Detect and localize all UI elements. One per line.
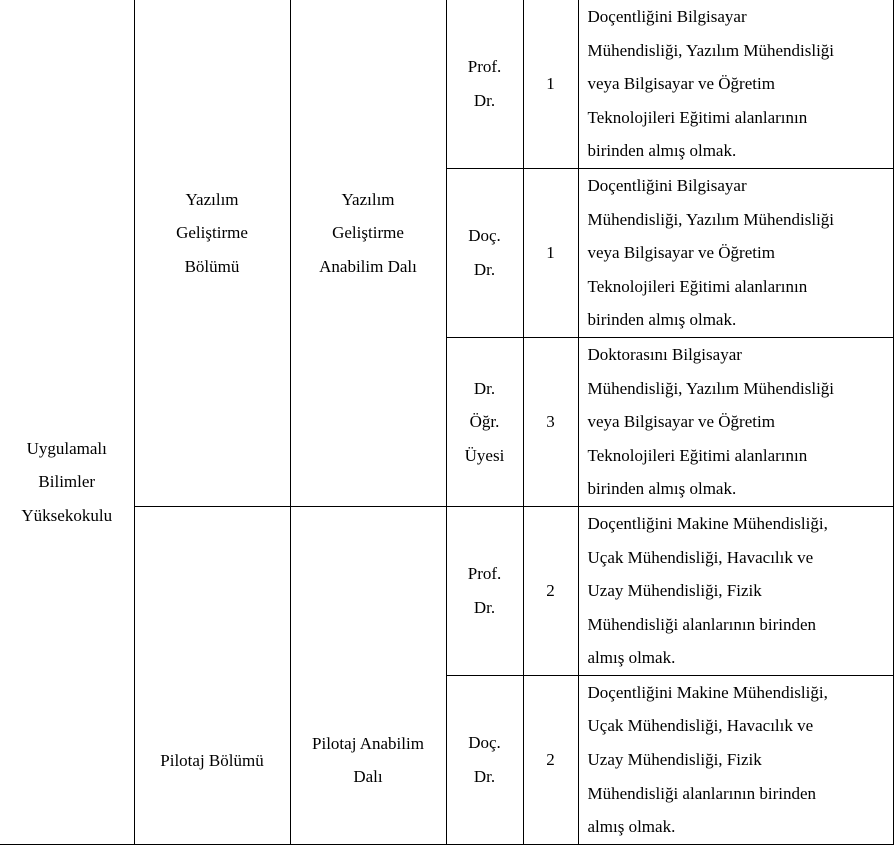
position-count-cell bbox=[523, 675, 578, 844]
requirement-line: almış olmak. bbox=[587, 817, 676, 837]
requirement-line: Doçentliğini Bilgisayar bbox=[587, 7, 747, 26]
program-name-line: Yazılım bbox=[341, 189, 395, 209]
requirement-line: Mühendisliği, Yazılım Mühendisliği bbox=[587, 40, 835, 60]
academic-title-line: Üyesi bbox=[464, 445, 505, 465]
academic-title-line: Doç. bbox=[468, 733, 501, 753]
academic-title-line: Dr. bbox=[473, 259, 496, 279]
position-count: 2 bbox=[546, 750, 555, 770]
unit-name-line: Yüksekokulu bbox=[21, 505, 113, 525]
requirement-line: Uzay Mühendisliği, Fizik bbox=[587, 581, 762, 601]
requirement-line: Doçentliğini Makine Mühendisliği, bbox=[587, 513, 828, 533]
requirement-cell bbox=[578, 337, 893, 506]
requirement-cell bbox=[578, 675, 893, 844]
academic-title-cell bbox=[446, 506, 523, 675]
academic-title-line: Öğr. bbox=[469, 412, 500, 432]
academic-title-line: Dr. bbox=[473, 378, 496, 398]
program-name-line: Anabilim Dalı bbox=[319, 256, 417, 276]
requirement-line: veya Bilgisayar ve Öğretim bbox=[587, 412, 775, 432]
position-count: 2 bbox=[546, 581, 555, 601]
requirement-line: Mühendisliği alanlarının birinden bbox=[587, 614, 817, 634]
department-name-line: Geliştirme bbox=[176, 223, 248, 243]
requirement-line: veya Bilgisayar ve Öğretim bbox=[587, 74, 775, 94]
department-name-line: Yazılım bbox=[185, 189, 239, 209]
academic-title-line: Doç. bbox=[468, 226, 501, 246]
program-cell bbox=[290, 0, 446, 506]
requirement-line: Teknolojileri Eğitimi alanlarının bbox=[587, 276, 808, 296]
position-count: 1 bbox=[546, 243, 555, 263]
program-name-line: Pilotaj Anabilim bbox=[312, 733, 424, 753]
requirement-line: Uçak Mühendisliği, Havacılık ve bbox=[587, 716, 814, 736]
academic-title-cell bbox=[446, 675, 523, 844]
department-name-line: Pilotaj Bölümü bbox=[160, 750, 264, 770]
academic-title-line: Dr. bbox=[473, 766, 496, 786]
requirement-line: birinden almış olmak. bbox=[587, 479, 737, 499]
academic-title-cell bbox=[446, 168, 523, 337]
program-name-line: Geliştirme bbox=[332, 223, 404, 243]
position-count-cell bbox=[523, 506, 578, 675]
table-row bbox=[0, 0, 893, 168]
position-count-cell bbox=[523, 0, 578, 168]
requirement-line: Teknolojileri Eğitimi alanlarının bbox=[587, 445, 808, 465]
requirement-line: Mühendisliği alanlarının birinden bbox=[587, 783, 817, 803]
unit-name-line: Bilimler bbox=[38, 472, 96, 492]
department-cell bbox=[134, 0, 290, 506]
program-cell bbox=[290, 506, 446, 844]
academic-title-line: Dr. bbox=[473, 90, 496, 110]
position-count: 3 bbox=[546, 412, 555, 432]
requirement-line: Uçak Mühendisliği, Havacılık ve bbox=[587, 547, 814, 567]
requirement-line: Doçentliğini Makine Mühendisliği, bbox=[587, 682, 828, 702]
requirement-line: Mühendisliği, Yazılım Mühendisliği bbox=[587, 209, 835, 229]
program-name-line: Dalı bbox=[353, 767, 383, 787]
requirement-line: Teknolojileri Eğitimi alanlarının bbox=[587, 107, 808, 127]
position-count: 1 bbox=[546, 74, 555, 94]
requirement-cell bbox=[578, 0, 893, 168]
unit-name-line: Uygulamalı bbox=[26, 438, 107, 458]
requirement-line: Mühendisliği, Yazılım Mühendisliği bbox=[587, 378, 835, 398]
academic-title-cell bbox=[446, 337, 523, 506]
requirement-line: almış olmak. bbox=[587, 648, 676, 668]
requirement-line: Uzay Mühendisliği, Fizik bbox=[587, 750, 762, 770]
requirement-line: birinden almış olmak. bbox=[587, 141, 737, 161]
requirement-cell bbox=[578, 506, 893, 675]
requirement-line: Doktorasını Bilgisayar bbox=[587, 344, 742, 364]
academic-title-line: Prof. bbox=[467, 57, 502, 77]
position-count-cell bbox=[523, 168, 578, 337]
position-count-cell bbox=[523, 337, 578, 506]
department-cell bbox=[134, 506, 290, 844]
academic-title-cell bbox=[446, 0, 523, 168]
academic-title-line: Prof. bbox=[467, 564, 502, 584]
requirement-cell bbox=[578, 168, 893, 337]
academic-title-line: Dr. bbox=[473, 597, 496, 617]
department-name-line: Bölümü bbox=[184, 256, 240, 276]
table-row bbox=[0, 506, 893, 675]
requirement-line: Doçentliğini Bilgisayar bbox=[587, 175, 747, 195]
unit-cell bbox=[0, 0, 134, 844]
requirement-line: birinden almış olmak. bbox=[587, 310, 737, 330]
requirement-line: veya Bilgisayar ve Öğretim bbox=[587, 243, 775, 263]
